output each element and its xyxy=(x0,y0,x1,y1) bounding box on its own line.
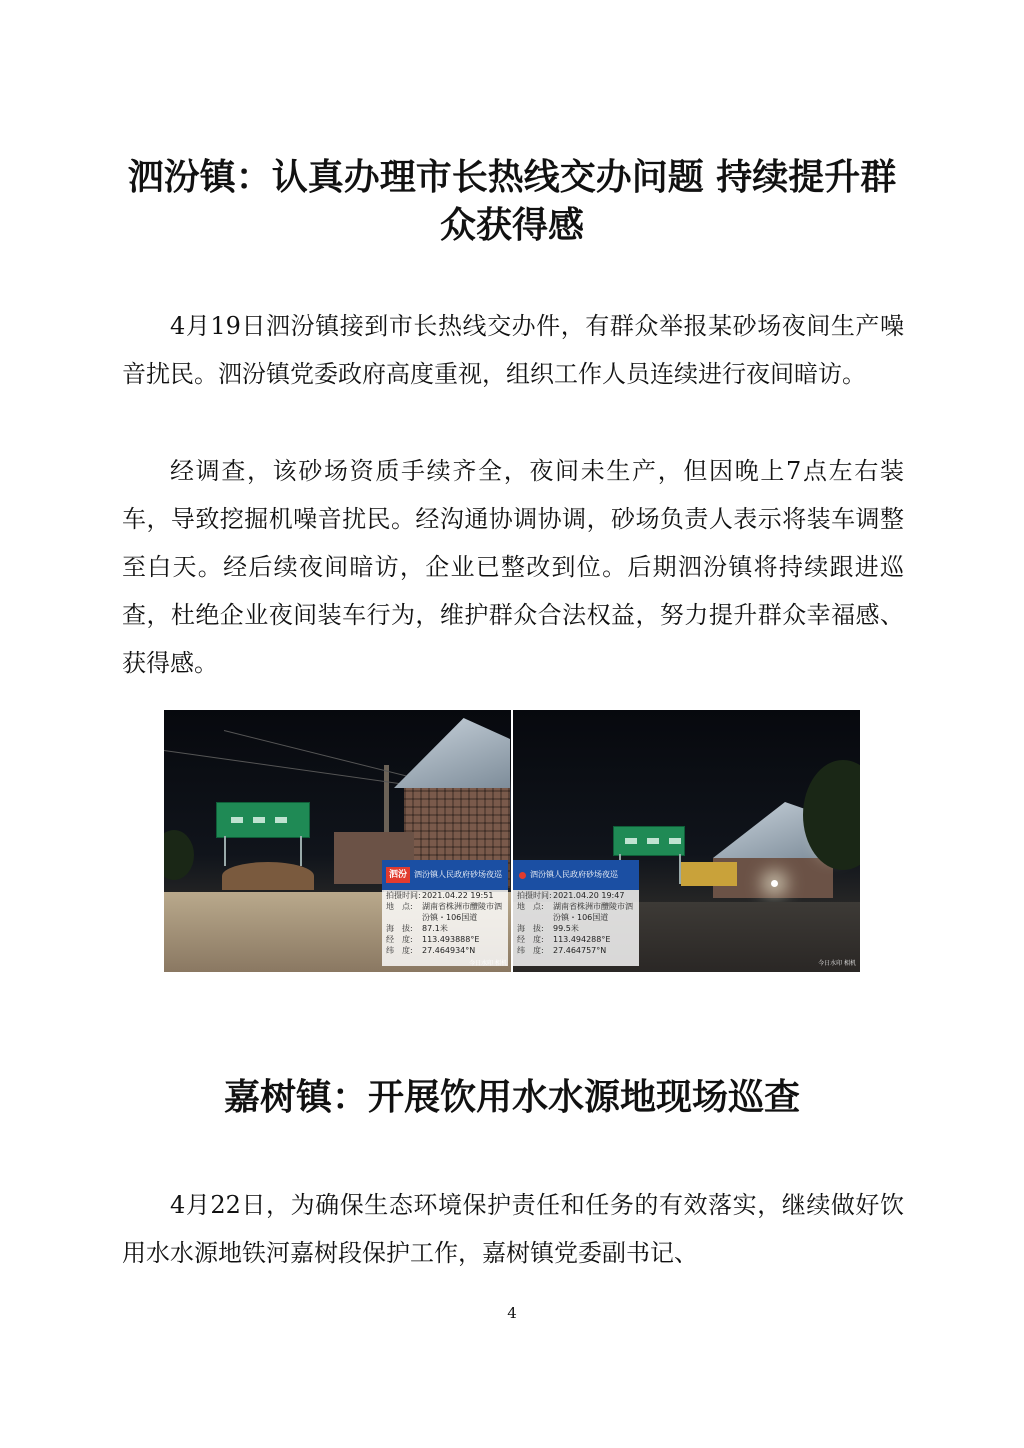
stamp-key: 纬 度: xyxy=(386,946,413,955)
stamp-value: 2021.04.22 19:51 xyxy=(422,891,494,900)
stamp-key: 经 度: xyxy=(517,935,544,944)
stamp-value: 湖南省株洲市醴陵市泗汾镇・106国道 xyxy=(422,902,502,922)
stamp-caption: 泗汾镇人民政府砂场夜巡 xyxy=(530,870,618,879)
stamp-key: 纬 度: xyxy=(517,946,544,955)
night-patrol-photo-1 xyxy=(164,710,511,972)
stamp-tag: 泗汾 xyxy=(386,867,410,883)
page-number: 4 xyxy=(507,1304,517,1322)
stamp-value: 2021.04.20 19:47 xyxy=(553,891,625,900)
stamp-value: 99.5米 xyxy=(553,924,579,933)
stamp-key: 拍摄时间: xyxy=(517,891,552,900)
stamp-value: 27.464934°N xyxy=(422,946,476,955)
photo-stamp-1 xyxy=(382,860,508,966)
section1-paragraph1: 4月19日泗汾镇接到市长热线交办件，有群众举报某砂场夜间生产噪音扰民。泗汾镇党委政府高度重视，组织工作人员连续进行夜间暗访。 xyxy=(122,312,904,388)
stamp-value: 87.1米 xyxy=(422,924,448,933)
stamp-value: 湖南省株洲市醴陵市泗汾镇・106国道 xyxy=(553,902,633,922)
section1-title: 泗汾镇：认真办理市长热线交办问题 持续提升群众获得感 xyxy=(127,157,897,246)
stamp-key: 经 度: xyxy=(386,935,413,944)
camera-watermark: 今日水印 相机 xyxy=(818,960,856,967)
stamp-key: 海 拔: xyxy=(386,924,413,933)
night-patrol-photo-2 xyxy=(513,710,860,972)
section2-title: 嘉树镇：开展饮用水水源地现场巡查 xyxy=(223,1077,800,1118)
stamp-value: 113.494288°E xyxy=(553,935,611,944)
stamp-key: 地 点: xyxy=(386,902,413,911)
section1-paragraph2: 经调查，该砂场资质手续齐全，夜间未生产，但因晚上7点左右装车，导致挖掘机噪音扰民。经沟通协调协调，砂场负责人表示将装车调整至白天。经后续夜间暗访，企业已整改到位。后期泗汾镇将持续跟进巡查，杜绝企业夜间装车行为，维护群众合法权益，努力提升群众幸福感、获得感。 xyxy=(122,457,904,677)
camera-watermark: 今日水印 相机 xyxy=(469,960,507,967)
section2-paragraph1: 4月22日，为确保生态环境保护责任和任务的有效落实，继续做好饮用水水源地铁河嘉树段保护工作，嘉树镇党委副书记、 xyxy=(122,1191,904,1267)
stamp-key: 地 点: xyxy=(517,902,544,911)
stamp-caption: 泗汾镇人民政府砂场夜巡 xyxy=(414,870,503,879)
photo-stamp-2 xyxy=(513,860,639,966)
location-dot-icon xyxy=(519,872,526,879)
stamp-value: 113.493888°E xyxy=(422,935,480,944)
stamp-key: 拍摄时间: xyxy=(386,891,421,900)
photo-pair xyxy=(164,710,860,972)
stamp-key: 海 拔: xyxy=(517,924,544,933)
stamp-value: 27.464757°N xyxy=(553,946,607,955)
